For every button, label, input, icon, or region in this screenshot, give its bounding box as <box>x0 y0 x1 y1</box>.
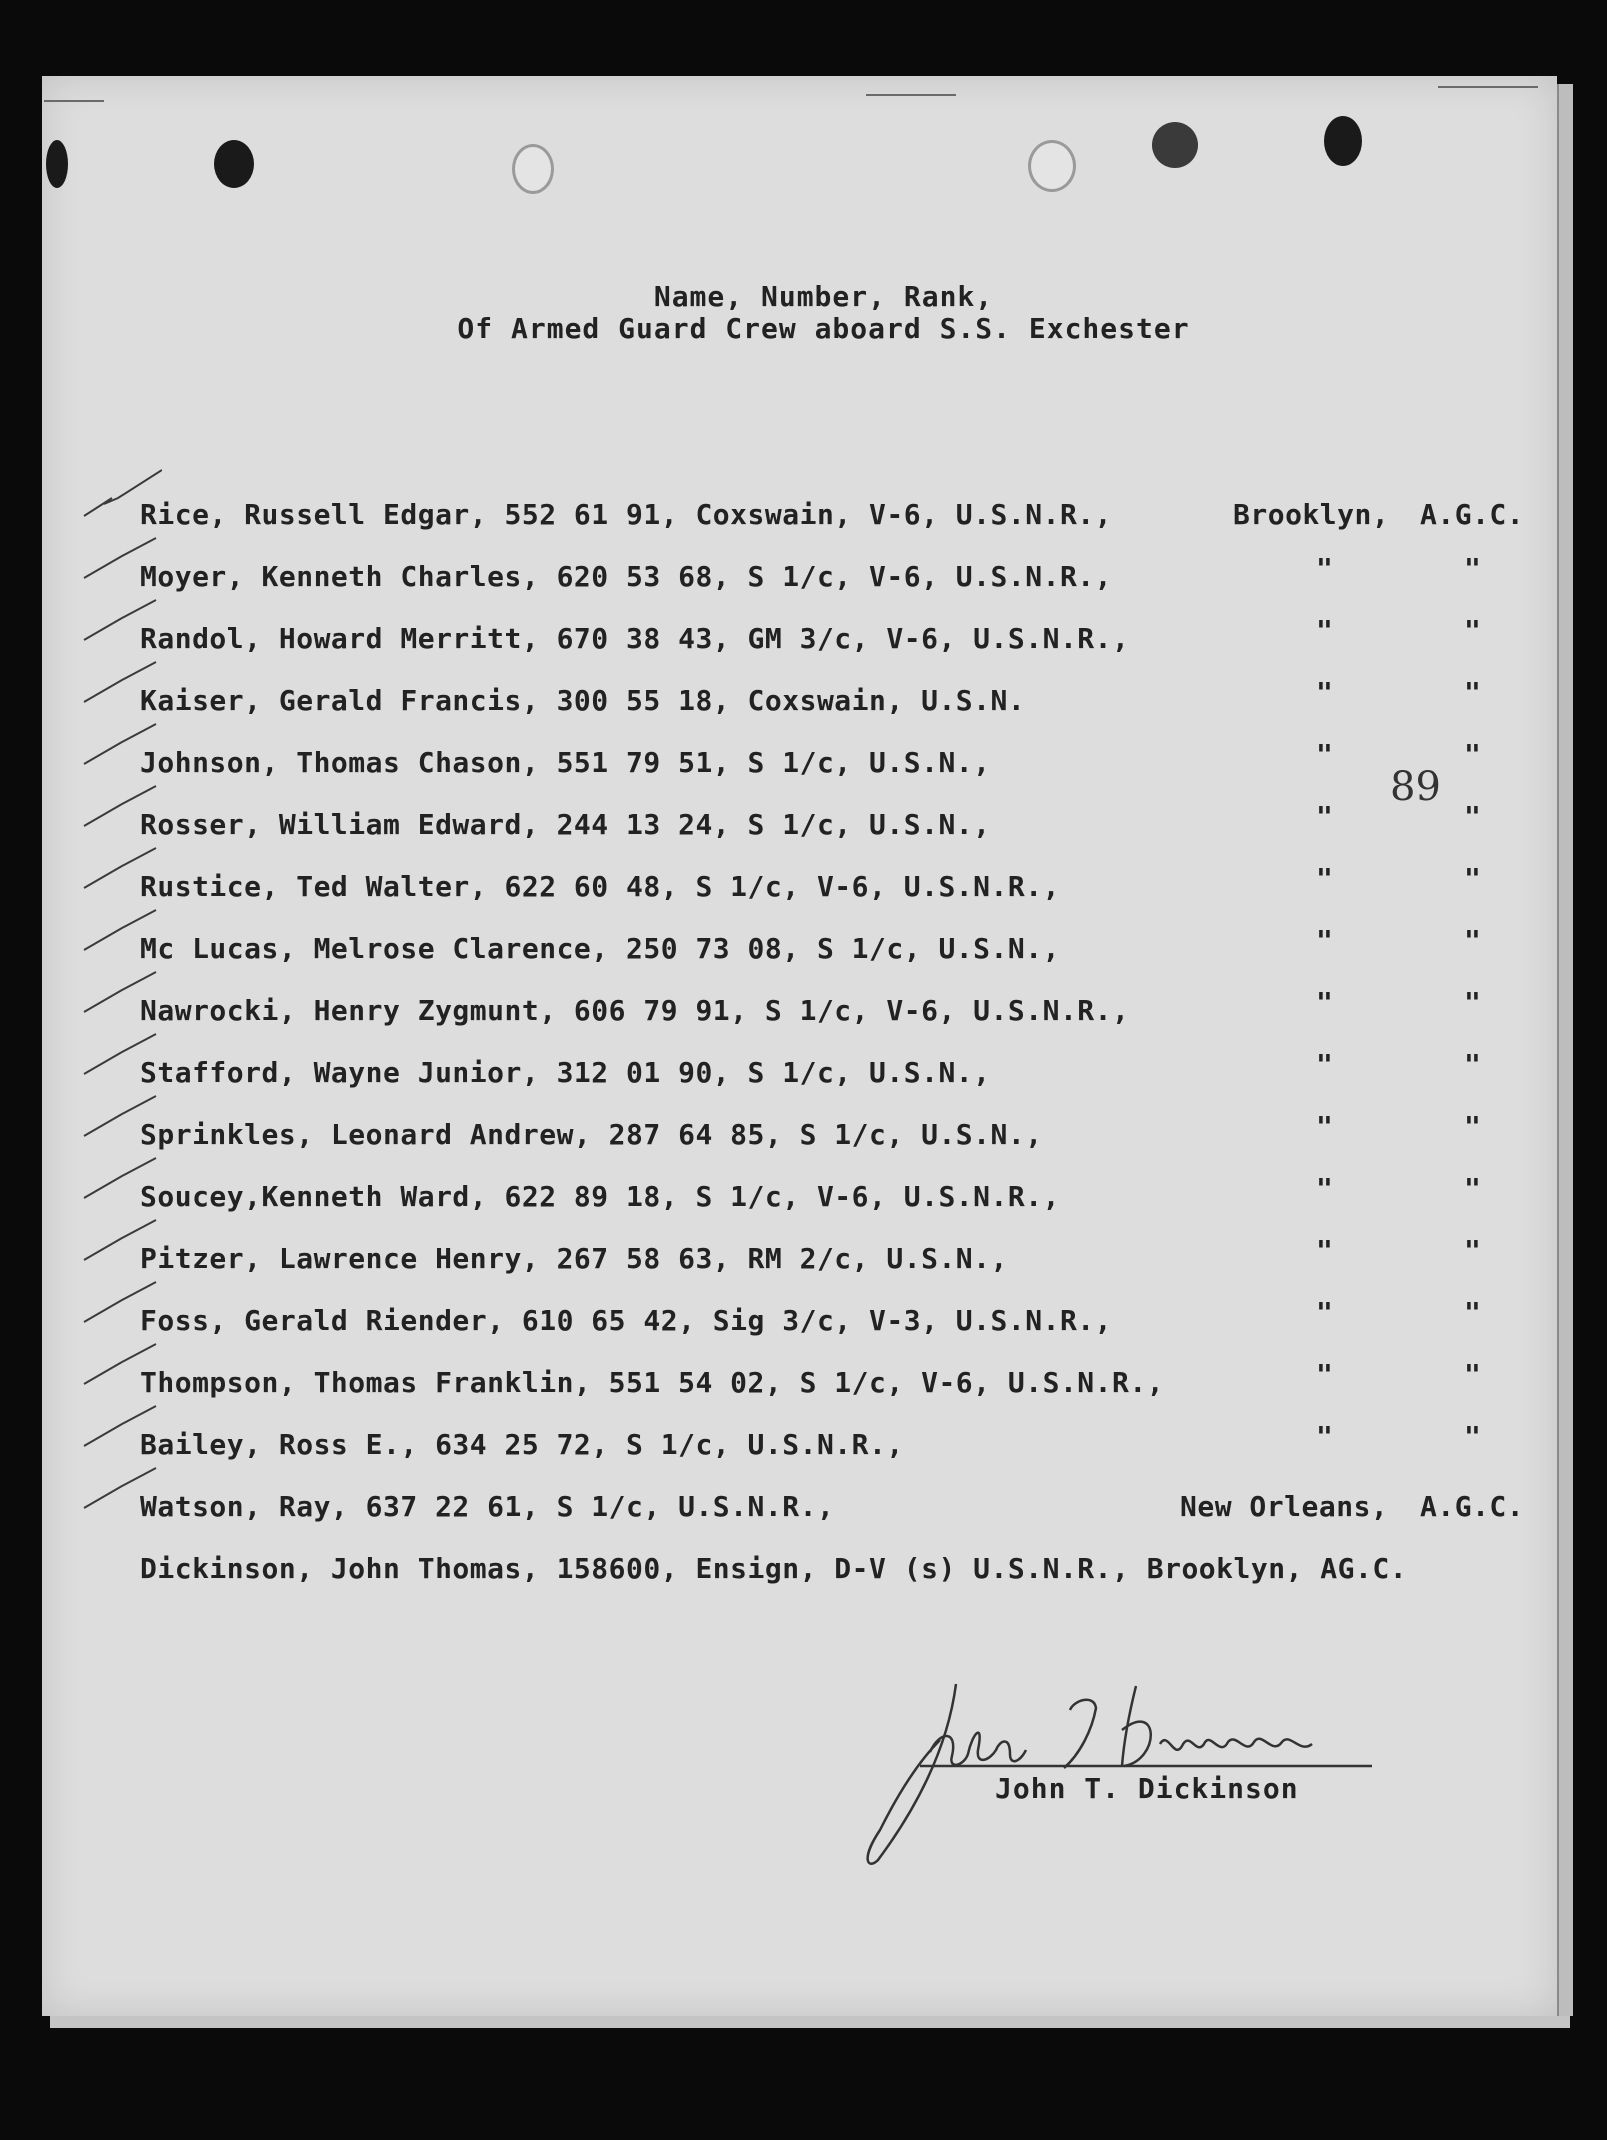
ditto-mark: " <box>1464 738 1482 771</box>
ditto-mark: " <box>1316 738 1334 771</box>
ditto-mark: " <box>1464 986 1482 1019</box>
ditto-mark: " <box>1316 862 1334 895</box>
crew-entry: Soucey,Kenneth Ward, 622 89 18, S 1/c, V-6, U.S.N.R., <box>140 1180 1060 1213</box>
punch-hole <box>1028 140 1076 192</box>
document-subtitle: Of Armed Guard Crew aboard S.S. Exchester <box>457 312 1190 345</box>
crew-city: New Orleans, <box>1180 1490 1389 1523</box>
crew-row <box>0 1048 1607 1096</box>
crew-entry: Moyer, Kenneth Charles, 620 53 68, S 1/c, V-6, U.S.N.R., <box>140 560 1113 593</box>
ditto-mark: " <box>1316 552 1334 585</box>
punch-hole <box>214 140 254 188</box>
punch-hole <box>512 144 554 194</box>
ditto-mark: " <box>1316 676 1334 709</box>
ditto-mark: " <box>1316 1358 1334 1391</box>
crew-entry: Nawrocki, Henry Zygmunt, 606 79 91, S 1/c, V-6, U.S.N.R., <box>140 994 1130 1027</box>
edge-mark <box>1438 86 1538 88</box>
crew-entry: Rustice, Ted Walter, 622 60 48, S 1/c, V-6, U.S.N.R., <box>140 870 1060 903</box>
ditto-mark: " <box>1316 800 1334 833</box>
crew-row <box>0 1234 1607 1282</box>
crew-entry: Pitzer, Lawrence Henry, 267 58 63, RM 2/c, U.S.N., <box>140 1242 1008 1275</box>
crew-row <box>0 676 1607 724</box>
paper-edge <box>1557 84 1573 2016</box>
crew-row <box>0 498 1607 538</box>
paper-edge <box>50 2016 1570 2028</box>
crew-unit: A.G.C. <box>1420 498 1525 531</box>
crew-entry: Watson, Ray, 637 22 61, S 1/c, U.S.N.R., <box>140 1490 835 1523</box>
ditto-mark: " <box>1316 1110 1334 1143</box>
crew-entry: Rice, Russell Edgar, 552 61 91, Coxswain, V-6, U.S.N.R., <box>140 498 1113 531</box>
crew-row <box>0 1552 1607 1592</box>
crew-row <box>0 552 1607 600</box>
document-title: Name, Number, Rank, <box>653 280 994 313</box>
crew-row <box>0 1490 1607 1530</box>
crew-row <box>0 1172 1607 1220</box>
ditto-mark: " <box>1316 986 1334 1019</box>
page-number: 89 <box>1390 764 1441 810</box>
crew-entry: Rosser, William Edward, 244 13 24, S 1/c, U.S.N., <box>140 808 991 841</box>
ditto-mark: " <box>1464 1420 1482 1453</box>
ditto-mark: " <box>1316 614 1334 647</box>
ditto-mark: " <box>1316 1048 1334 1081</box>
crew-entry: Randol, Howard Merritt, 670 38 43, GM 3/c, V-6, U.S.N.R., <box>140 622 1130 655</box>
crew-row <box>0 1110 1607 1158</box>
crew-entry: Thompson, Thomas Franklin, 551 54 02, S 1/c, V-6, U.S.N.R., <box>140 1366 1165 1399</box>
crew-entry: Bailey, Ross E., 634 25 72, S 1/c, U.S.N.R., <box>140 1428 904 1461</box>
ditto-mark: " <box>1316 1172 1334 1205</box>
ditto-mark: " <box>1464 552 1482 585</box>
ditto-mark: " <box>1316 1234 1334 1267</box>
ditto-mark: " <box>1316 924 1334 957</box>
ditto-mark: " <box>1464 1358 1482 1391</box>
crew-entry: Johnson, Thomas Chason, 551 79 51, S 1/c, U.S.N., <box>140 746 991 779</box>
signature-typed-name: John T. Dickinson <box>995 1772 1299 1805</box>
crew-row <box>0 1420 1607 1468</box>
punch-hole <box>1152 122 1198 168</box>
ditto-mark: " <box>1464 1234 1482 1267</box>
ditto-mark: " <box>1316 1296 1334 1329</box>
ditto-mark: " <box>1464 1048 1482 1081</box>
ditto-mark: " <box>1464 1172 1482 1205</box>
ditto-mark: " <box>1464 924 1482 957</box>
crew-row <box>0 1358 1607 1406</box>
crew-row <box>0 924 1607 972</box>
crew-row <box>0 1296 1607 1344</box>
crew-row <box>0 986 1607 1034</box>
crew-row <box>0 862 1607 910</box>
punch-hole <box>46 140 68 188</box>
crew-city: Brooklyn, <box>1233 498 1390 531</box>
handwritten-signature <box>860 1670 1380 1870</box>
crew-entry: Kaiser, Gerald Francis, 300 55 18, Coxswain, U.S.N. <box>140 684 1026 717</box>
crew-unit: A.G.C. <box>1420 1490 1525 1523</box>
ditto-mark: " <box>1464 862 1482 895</box>
ditto-mark: " <box>1464 614 1482 647</box>
crew-row <box>0 800 1607 848</box>
edge-mark <box>44 100 104 102</box>
ditto-mark: " <box>1464 1296 1482 1329</box>
ditto-mark: " <box>1464 800 1482 833</box>
crew-row <box>0 738 1607 786</box>
ditto-mark: " <box>1464 676 1482 709</box>
crew-entry: Sprinkles, Leonard Andrew, 287 64 85, S 1/c, U.S.N., <box>140 1118 1043 1151</box>
ditto-mark: " <box>1316 1420 1334 1453</box>
edge-mark <box>866 94 956 96</box>
crew-entry: Dickinson, John Thomas, 158600, Ensign, D-V (s) U.S.N.R., Brooklyn, AG.C. <box>140 1552 1408 1585</box>
crew-entry: Foss, Gerald Riender, 610 65 42, Sig 3/c, V-3, U.S.N.R., <box>140 1304 1113 1337</box>
crew-entry: Stafford, Wayne Junior, 312 01 90, S 1/c, U.S.N., <box>140 1056 991 1089</box>
crew-row <box>0 614 1607 662</box>
ditto-mark: " <box>1464 1110 1482 1143</box>
punch-hole <box>1324 116 1362 166</box>
crew-entry: Mc Lucas, Melrose Clarence, 250 73 08, S 1/c, U.S.N., <box>140 932 1060 965</box>
